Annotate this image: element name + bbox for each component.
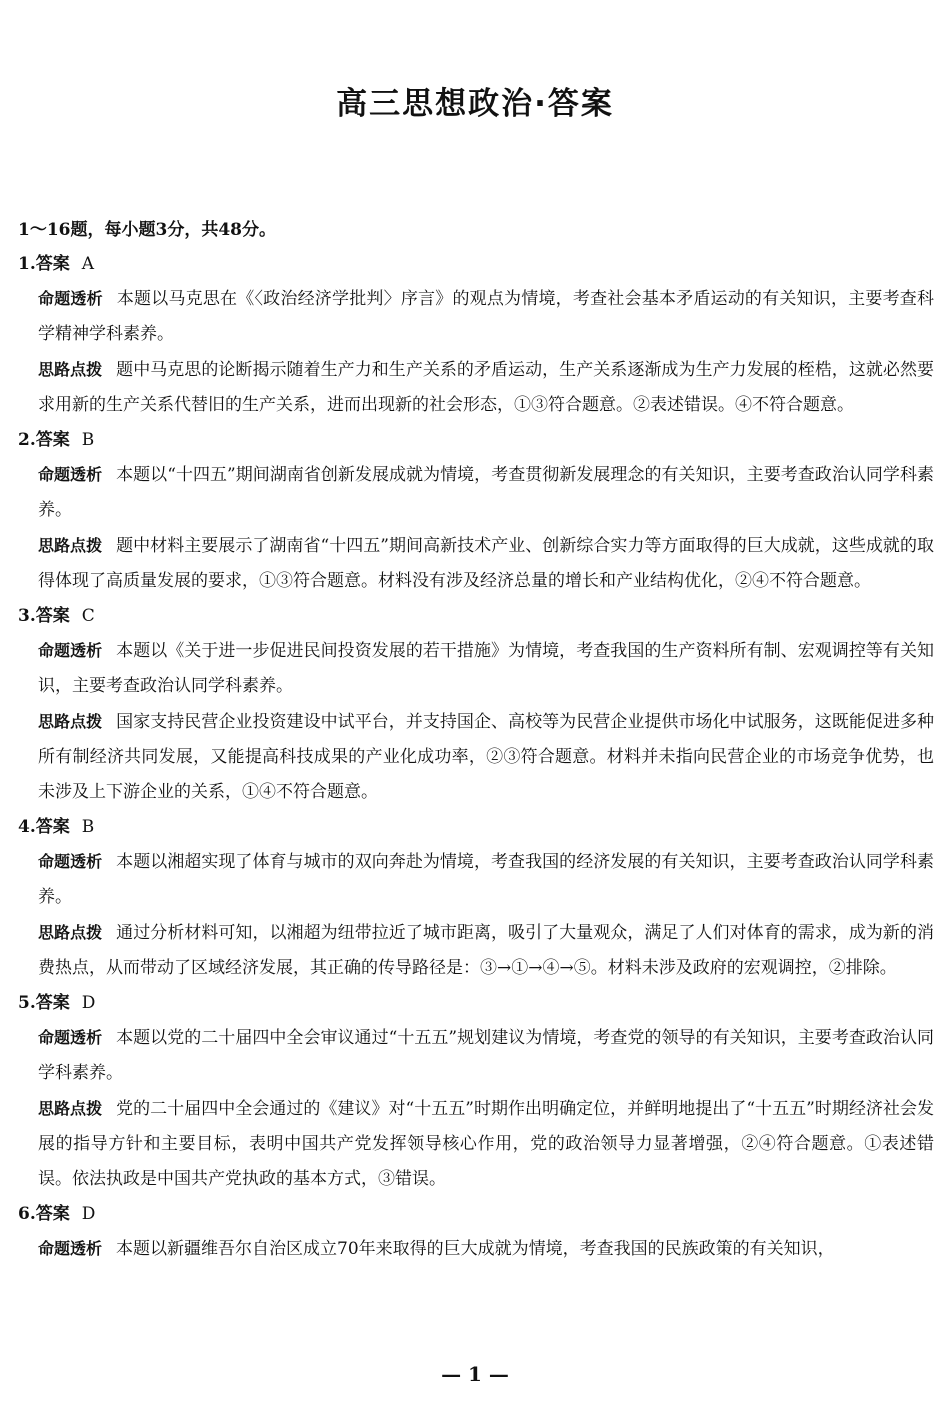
question-5-analysis [18, 1020, 934, 1091]
question-2-thinking [18, 528, 934, 599]
answer-label: 答案 [35, 817, 70, 837]
question-number: 2. [18, 430, 36, 450]
answer-label: 答案 [35, 606, 70, 626]
analysis-label: 命题透析 [38, 641, 103, 660]
analysis-label: 命题透析 [38, 465, 103, 484]
question-4-header [18, 810, 934, 844]
question-5-header [18, 986, 934, 1020]
question-3-header [18, 599, 934, 633]
question-4-analysis [18, 844, 934, 915]
question-2-analysis [18, 457, 934, 528]
section-intro: 1～16题，每小题3分，共48分。 [18, 220, 276, 240]
page-title: 高三思想政治·答案 [336, 86, 614, 122]
question-1-header [18, 247, 934, 281]
question-3-analysis [18, 633, 934, 704]
thinking-label: 思路点拨 [38, 923, 103, 942]
question-number: 3. [18, 606, 36, 626]
thinking-label: 思路点拨 [38, 712, 103, 731]
page-number: — 1 — [441, 1362, 509, 1386]
thinking-text: 党的二十届四中全会通过的《建议》对“十五五”时期作出明确定位，并鲜明地提出了“十五五”时期经济社会发展的指导方针和主要目标，表明中国共产党发挥领导核心作用，党的政治领导力显著增强，②④符合题意。①表述错误。依法执政是中国共产党执政的基本方式，③错误。 [38, 1099, 934, 1189]
analysis-label: 命题透析 [38, 289, 103, 308]
answer-label: 答案 [35, 1204, 70, 1224]
question-1-analysis [18, 281, 934, 352]
question-1-thinking [18, 352, 934, 423]
answer-content [18, 213, 934, 1267]
thinking-text: 国家支持民营企业投资建设中试平台，并支持国企、高校等为民营企业提供市场化中试服务，这既能促进多种所有制经济共同发展，又能提高科技成果的产业化成功率，②③符合题意。材料并未指向民营企业的市场竞争优势，也未涉及上下游企业的关系，①④不符合题意。 [38, 712, 934, 802]
analysis-label: 命题透析 [38, 852, 103, 871]
analysis-text: 本题以《关于进一步促进民间投资发展的若干措施》为情境，考查我国的生产资料所有制、宏观调控等有关知识，主要考查政治认同学科素养。 [38, 641, 934, 696]
analysis-text: 本题以湘超实现了体育与城市的双向奔赴为情境，考查我国的经济发展的有关知识，主要考查政治认同学科素养。 [38, 852, 934, 907]
thinking-text: 题中材料主要展示了湖南省“十四五”期间高新技术产业、创新综合实力等方面取得的巨大成就，这些成就的取得体现了高质量发展的要求，①③符合题意。材料没有涉及经济总量的增长和产业结构优化，②④不符合题意。 [38, 536, 934, 591]
question-4-thinking [18, 915, 934, 986]
question-number: 4. [18, 817, 36, 837]
analysis-text: 本题以党的二十届四中全会审议通过“十五五”规划建议为情境，考查党的领导的有关知识，主要考查政治认同学科素养。 [38, 1028, 934, 1083]
answer-value: B [81, 817, 95, 837]
thinking-label: 思路点拨 [38, 360, 103, 379]
thinking-label: 思路点拨 [38, 1099, 103, 1118]
question-6-analysis [18, 1231, 934, 1267]
question-3-thinking [18, 704, 934, 810]
answer-label: 答案 [35, 993, 70, 1013]
question-number: 5. [18, 993, 36, 1013]
answer-label: 答案 [35, 430, 70, 450]
question-number: 1. [18, 254, 36, 274]
question-number: 6. [18, 1204, 36, 1224]
answer-value: D [81, 993, 96, 1013]
thinking-text: 通过分析材料可知，以湘超为纽带拉近了城市距离，吸引了大量观众，满足了人们对体育的需求，成为新的消费热点，从而带动了区域经济发展，其正确的传导路径是：③→①→④→⑤。材料未涉及政府的宏观调控，②排除。 [38, 923, 934, 978]
answer-value: A [81, 254, 95, 274]
answer-value: B [81, 430, 95, 450]
question-5-thinking [18, 1091, 934, 1197]
answer-value: C [81, 606, 95, 626]
question-2-header [18, 423, 934, 457]
analysis-label: 命题透析 [38, 1239, 103, 1258]
thinking-text: 题中马克思的论断揭示随着生产力和生产关系的矛盾运动，生产关系逐渐成为生产力发展的桎梏，这就必然要求用新的生产关系代替旧的生产关系，进而出现新的社会形态，①③符合题意。②表述错误。④不符合题意。 [38, 360, 934, 415]
analysis-text: 本题以新疆维吾尔自治区成立70年来取得的巨大成就为情境，考查我国的民族政策的有关知识， [116, 1239, 835, 1259]
question-6-header [18, 1197, 934, 1231]
answer-value: D [81, 1204, 96, 1224]
analysis-text: 本题以马克思在《〈政治经济学批判〉序言》的观点为情境，考查社会基本矛盾运动的有关知识，主要考查科学精神学科素养。 [38, 289, 934, 344]
analysis-text: 本题以“十四五”期间湖南省创新发展成就为情境，考查贯彻新发展理念的有关知识，主要考查政治认同学科素养。 [38, 465, 934, 520]
analysis-label: 命题透析 [38, 1028, 103, 1047]
thinking-label: 思路点拨 [38, 536, 103, 555]
answer-label: 答案 [35, 254, 70, 274]
